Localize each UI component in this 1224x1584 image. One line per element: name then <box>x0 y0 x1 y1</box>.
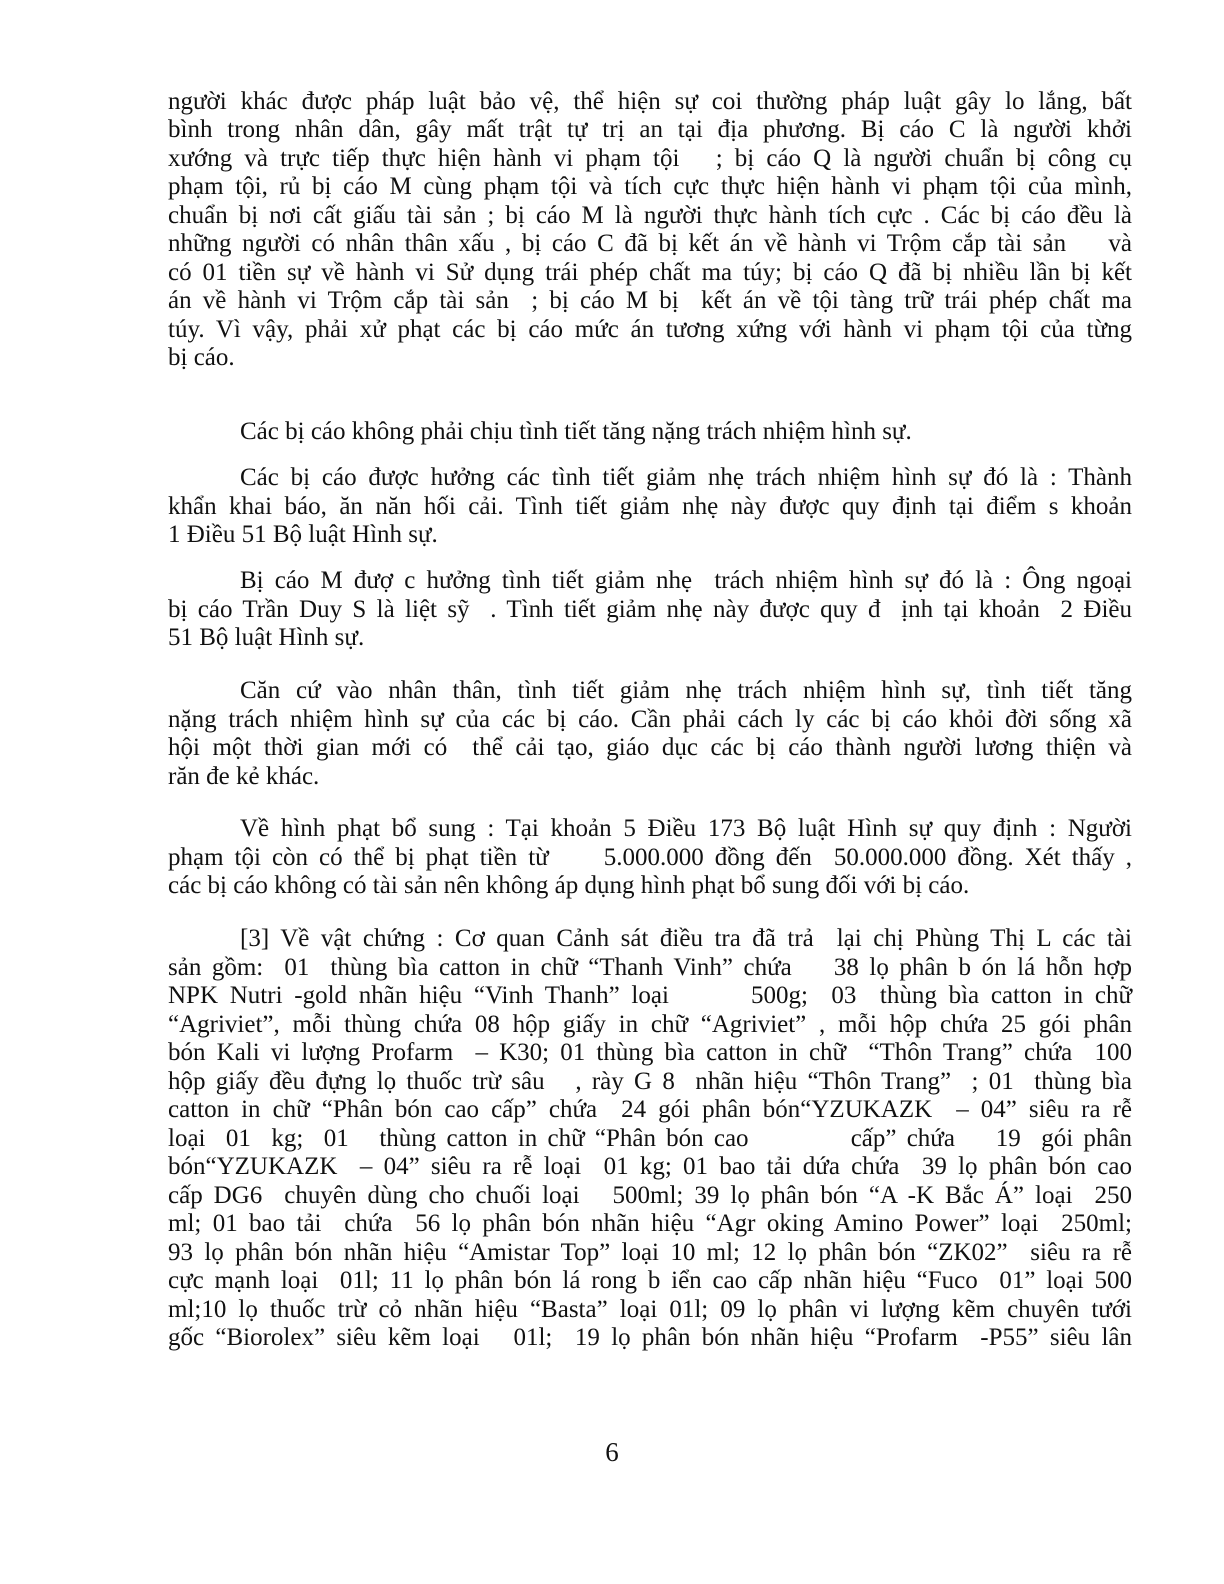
text-line: ml; 01 bao tải chứa 56 lọ phân bón nhãn hiệu “Agr oking Amino Power” loại 250ml; <box>168 1210 1132 1237</box>
text-line: án về hành vi Trộm cắp tài sản ; bị cáo M bị kết án về tội tàng trữ trái phép chất ma <box>168 287 1132 314</box>
text-line: bón“YZUKAZK – 04” siêu ra rễ loại 01 kg; 01 bao tải dứa chứa 39 lọ phân bón cao <box>168 1153 1132 1180</box>
text-line: sản gồm: 01 thùng bìa catton in chữ “Thanh Vinh” chứa 38 lọ phân b ón lá hỗn hợp <box>168 954 1132 981</box>
text-line: phạm tội, rủ bị cáo M cùng phạm tội và tích cực thực hiện hành vi phạm tội của mình, <box>168 173 1132 200</box>
text-line: “Agriviet”, mỗi thùng chứa 08 hộp giấy in chữ “Agriviet” , mỗi hộp chứa 25 gói phân <box>168 1011 1132 1038</box>
text-line: cực mạnh loại 01l; 11 lọ phân bón lá rong b iển cao cấp nhãn hiệu “Fuco 01” loại 500 <box>168 1267 1132 1294</box>
text-line: Bị cáo M đượ c hưởng tình tiết giảm nhẹ trách nhiệm hình sự đó là : Ông ngoại <box>240 567 1132 594</box>
text-line: Các bị cáo được hưởng các tình tiết giảm nhẹ trách nhiệm hình sự đó là : Thành <box>240 464 1132 491</box>
text-line: có 01 tiền sự về hành vi Sử dụng trái phép chất ma túy; bị cáo Q đã bị nhiều lần bị kết <box>168 259 1132 286</box>
text-line: 1 Điều 51 Bộ luật Hình sự. <box>168 521 438 548</box>
text-line: xướng và trực tiếp thực hiện hành vi phạm tội ; bị cáo Q là người chuẩn bị công cụ <box>168 145 1132 172</box>
text-line: chuẩn bị nơi cất giấu tài sản ; bị cáo M là người thực hành tích cực . Các bị cáo đều là <box>168 202 1132 229</box>
text-line: bình trong nhân dân, gây mất trật tự trị an tại địa phương. Bị cáo C là người khởi <box>168 116 1132 143</box>
text-line: Về hình phạt bổ sung : Tại khoản 5 Điều 173 Bộ luật Hình sự quy định : Người <box>240 815 1132 842</box>
page-number: 6 <box>605 1437 619 1467</box>
text-line: bị cáo Trần Duy S là liệt sỹ . Tình tiết giảm nhẹ này được quy đ ịnh tại khoản 2 Điều <box>168 596 1132 623</box>
text-line: Các bị cáo không phải chịu tình tiết tăng nặng trách nhiệm hình sự. <box>240 418 912 445</box>
text-line: túy. Vì vậy, phải xử phạt các bị cáo mức án tương xứng với hành vi phạm tội của từng <box>168 316 1132 343</box>
text-line: nặng trách nhiệm hình sự của các bị cáo. Cần phải cách ly các bị cáo khỏi đời sống xã <box>168 706 1132 733</box>
text-line: loại 01 kg; 01 thùng catton in chữ “Phân bón cao cấp” chứa 19 gói phân <box>168 1125 1132 1152</box>
text-line: NPK Nutri -gold nhãn hiệu “Vinh Thanh” loại 500g; 03 thùng bìa catton in chữ <box>168 982 1132 1009</box>
text-line: hội một thời gian mới có thể cải tạo, giáo dục các bị cáo thành người lương thiện và <box>168 734 1132 761</box>
text-line: người khác được pháp luật bảo vệ, thể hiện sự coi thường pháp luật gây lo lắng, bất <box>168 88 1132 115</box>
text-line: bị cáo. <box>168 344 235 371</box>
text-line: phạm tội còn có thể bị phạt tiền từ 5.000.000 đồng đến 50.000.000 đồng. Xét thấy , <box>168 844 1132 871</box>
text-line: răn đe kẻ khác. <box>168 763 320 790</box>
text-line: [3] Về vật chứng : Cơ quan Cảnh sát điều tra đã trả lại chị Phùng Thị L các tài <box>240 925 1132 952</box>
text-line: cấp DG6 chuyên dùng cho chuối loại 500ml; 39 lọ phân bón “A -K Bắc Á” loại 250 <box>168 1182 1132 1209</box>
text-line: những người có nhân thân xấu , bị cáo C đã bị kết án về hành vi Trộm cắp tài sản và <box>168 230 1132 257</box>
text-line: Căn cứ vào nhân thân, tình tiết giảm nhẹ trách nhiệm hình sự, tình tiết tăng <box>240 677 1132 704</box>
text-line: gốc “Biorolex” siêu kẽm loại 01l; 19 lọ phân bón nhãn hiệu “Profarm -P55” siêu lân <box>168 1324 1132 1351</box>
text-line: các bị cáo không có tài sản nên không áp dụng hình phạt bổ sung đối với bị cáo. <box>168 872 970 899</box>
text-line: bón Kali vi lượng Profarm – K30; 01 thùng bìa catton in chữ “Thôn Trang” chứa 100 <box>168 1039 1132 1066</box>
text-line: hộp giấy đều đựng lọ thuốc trừ sâu , rày G 8 nhãn hiệu “Thôn Trang” ; 01 thùng bìa <box>168 1068 1132 1095</box>
text-line: 51 Bộ luật Hình sự. <box>168 624 365 651</box>
text-line: catton in chữ “Phân bón cao cấp” chứa 24 gói phân bón“YZUKAZK – 04” siêu ra rễ <box>168 1096 1132 1123</box>
text-line: 93 lọ phân bón nhãn hiệu “Amistar Top” loại 10 ml; 12 lọ phân bón “ZK02” siêu ra rễ <box>168 1239 1132 1266</box>
text-line: khẩn khai báo, ăn năn hối cải. Tình tiết giảm nhẹ này được quy định tại điểm s khoản <box>168 493 1132 520</box>
text-line: ml;10 lọ thuốc trừ cỏ nhãn hiệu “Basta” loại 01l; 09 lọ phân vi lượng kẽm chuyên tưới <box>168 1296 1132 1323</box>
